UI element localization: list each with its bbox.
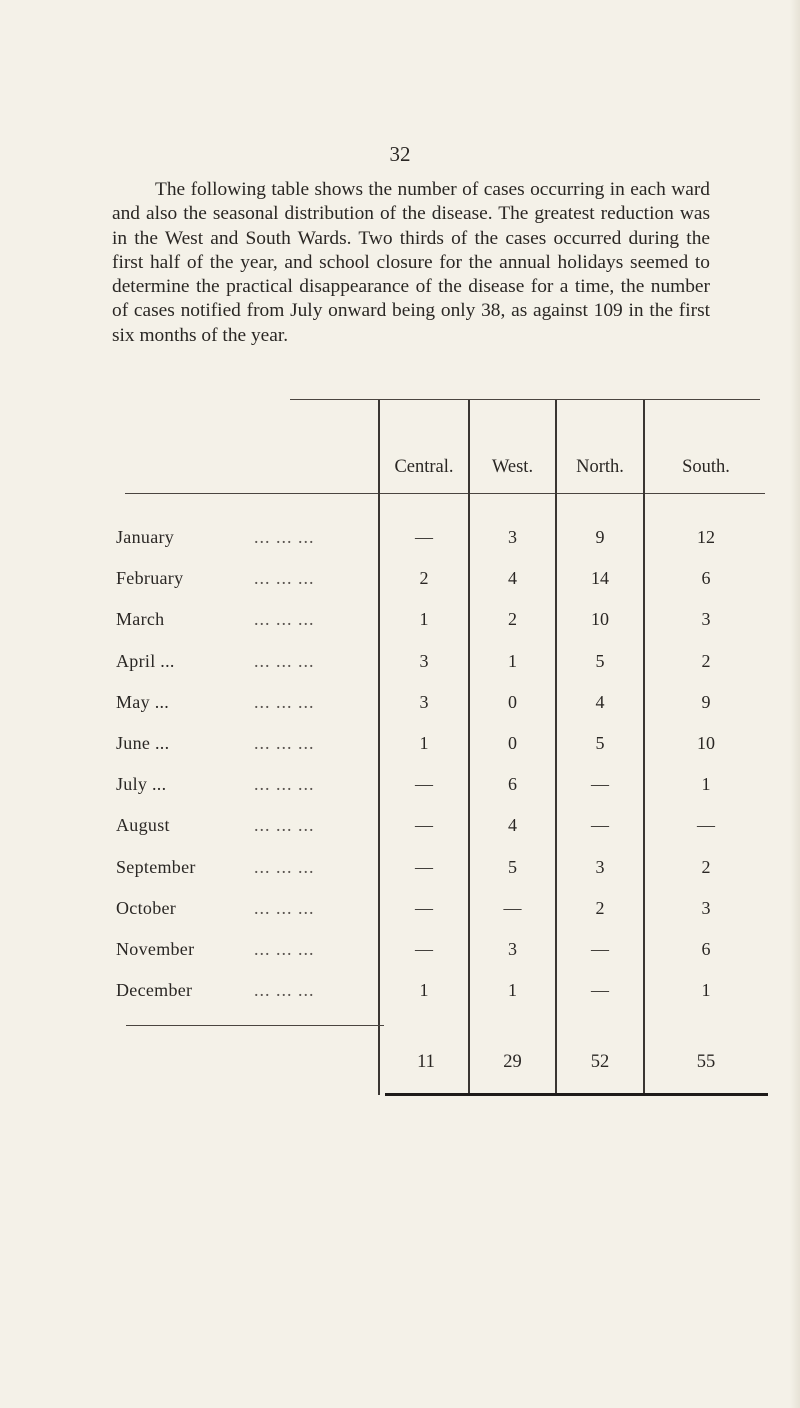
leader-dots: ... ... ... <box>254 857 315 877</box>
table-cell: 5 <box>595 651 605 671</box>
table-cell: 6 <box>508 774 517 794</box>
row-label <box>116 980 381 1001</box>
row-label <box>116 857 381 878</box>
table-cell: 1 <box>508 651 517 671</box>
column-header-north: North. <box>576 457 624 477</box>
leader-dots: ... ... ... <box>254 980 315 1000</box>
table-cell: — <box>415 898 433 918</box>
month-name: September <box>116 857 196 877</box>
leader-dots: ... ... ... <box>254 815 315 835</box>
table-cell: — <box>415 774 433 794</box>
table-cell: 10 <box>591 609 609 629</box>
total-west: 29 <box>503 1052 522 1072</box>
table-cell: — <box>591 980 609 1000</box>
row-label <box>116 774 381 795</box>
total-central: 11 <box>417 1052 435 1072</box>
leader-dots: ... ... ... <box>254 898 315 918</box>
table-cell: 1 <box>701 774 711 794</box>
table-cell: 9 <box>701 692 711 712</box>
month-name: November <box>116 939 195 959</box>
row-label <box>116 815 381 836</box>
header-bottom-rule <box>125 493 765 494</box>
table-cell: 1 <box>419 733 429 753</box>
table-cell: — <box>591 815 609 835</box>
table-cell: 1 <box>701 980 711 1000</box>
table-cell: 4 <box>508 568 517 588</box>
table-cell: 5 <box>595 733 605 753</box>
page-edge-shadow <box>790 0 800 1408</box>
leader-dots: ... ... ... <box>254 939 315 959</box>
table-cell: 3 <box>595 857 605 877</box>
table-cell: — <box>415 815 433 835</box>
month-name: May ... <box>116 692 170 712</box>
table-cell: — <box>591 774 609 794</box>
total-north: 52 <box>590 1052 610 1072</box>
leader-dots: ... ... ... <box>254 609 315 629</box>
row-label <box>116 651 381 672</box>
table-cell: 0 <box>508 733 517 753</box>
row-label <box>116 898 381 919</box>
table-cell: 1 <box>419 980 429 1000</box>
table-cell: 2 <box>701 857 711 877</box>
table-cell: 3 <box>508 939 517 959</box>
leader-dots: ... ... ... <box>254 692 315 712</box>
totals-bottom-rule <box>385 1093 768 1096</box>
leader-dots: ... ... ... <box>254 651 315 671</box>
column-header-south: South. <box>682 457 730 477</box>
row-label <box>116 692 381 713</box>
table-cell: 2 <box>419 568 429 588</box>
table-top-rule <box>290 399 760 400</box>
table-cell: 12 <box>697 527 715 547</box>
table-cell: — <box>415 527 433 547</box>
row-label <box>116 527 381 548</box>
month-name: October <box>116 898 177 918</box>
month-name: June ... <box>116 733 170 753</box>
table-cell: — <box>503 898 522 918</box>
table-cell: 0 <box>508 692 517 712</box>
table-cell: — <box>415 939 433 959</box>
table-cell: 6 <box>701 568 711 588</box>
leader-dots: ... ... ... <box>254 733 315 753</box>
row-label <box>116 939 381 960</box>
row-label <box>116 568 381 589</box>
table-cell: 3 <box>419 651 429 671</box>
table-cell: 2 <box>701 651 711 671</box>
column-header-west: West. <box>491 457 534 477</box>
table-cell: 1 <box>419 609 429 629</box>
page-number: 32 <box>389 142 411 166</box>
leader-dots: ... ... ... <box>254 527 315 547</box>
table-cell: — <box>591 939 609 959</box>
table-cell: 2 <box>595 898 605 918</box>
table-cell: 4 <box>508 815 517 835</box>
leader-dots: ... ... ... <box>254 774 315 794</box>
month-name: February <box>116 568 184 588</box>
table-cell: 1 <box>508 980 517 1000</box>
month-name: December <box>116 980 193 1000</box>
month-name: July ... <box>116 774 167 794</box>
table-cell: 4 <box>595 692 605 712</box>
column-header-central: Central. <box>394 457 454 477</box>
table-cell: 9 <box>595 527 605 547</box>
table-cell: 3 <box>701 898 711 918</box>
total-south: 55 <box>696 1052 716 1072</box>
table-cell: 6 <box>701 939 711 959</box>
table-cell: 3 <box>419 692 429 712</box>
month-name: March <box>116 609 165 629</box>
table-cell: 14 <box>591 568 609 588</box>
table-cell: — <box>415 857 433 877</box>
totals-top-rule <box>126 1025 384 1026</box>
table-cell: 3 <box>701 609 711 629</box>
intro-paragraph: The following table shows the number of cases occurring in each ward and also the seasonal distribution of the disease. The greatest reduction was in the West and South Wards. Two thirds of the cases occurred during the first half of the year, and school closure for the annual holidays seemed to determine the practical disappearance of the disease for a time, the number of cases notified from July onward being only 38, as against 109 in the first six months of the year. <box>112 179 710 346</box>
table-cell: 5 <box>508 857 517 877</box>
leader-dots: ... ... ... <box>254 568 315 588</box>
row-label <box>116 733 381 754</box>
month-name: January <box>116 527 175 547</box>
table-cell: 10 <box>697 733 715 753</box>
month-name: April ... <box>116 651 175 671</box>
table-cell: 3 <box>508 527 517 547</box>
table-cell: — <box>697 815 715 835</box>
month-name: August <box>116 815 170 835</box>
table-cell: 2 <box>508 609 517 629</box>
row-label <box>116 609 381 630</box>
